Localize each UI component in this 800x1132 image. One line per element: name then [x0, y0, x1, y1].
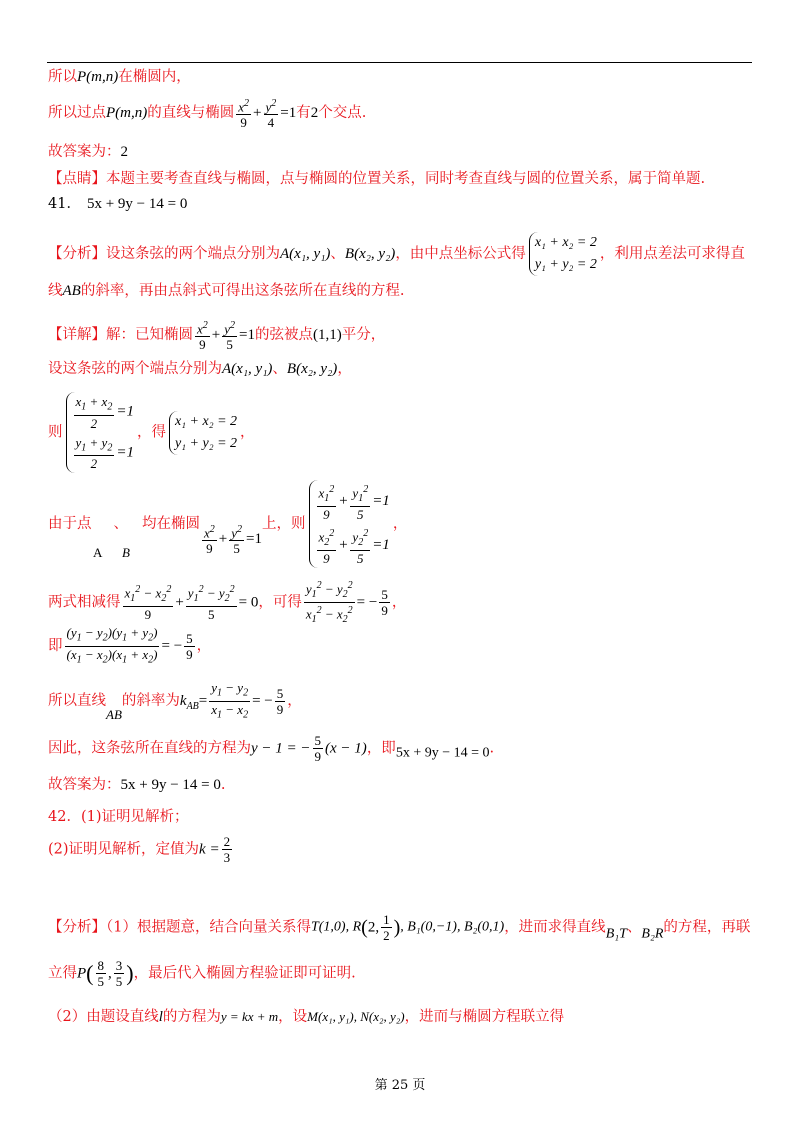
point-label: B — [122, 545, 130, 560]
text-line — [48, 66, 191, 88]
text: 因此，这条弦所在直线的方程为 — [48, 740, 251, 757]
text: 的方程为 — [162, 1009, 221, 1025]
answer-value: 2 — [120, 144, 128, 160]
math-inline: =1 — [280, 105, 297, 122]
text-line — [48, 232, 745, 276]
math-inline: k = — [199, 841, 220, 858]
equation-system: x₁ + x₂ = 2 y₁ + y₂ = 2 — [169, 411, 237, 455]
question-42 — [48, 806, 189, 828]
text-line: 【分析】（1）根据题意，结合向量关系得T(1,0), R(2, $\frac{1}{2}$ ), B₁(0,−1), B₂(0,1)，进而求得直线B₁T、B₂R的方程，再联 — [48, 912, 751, 943]
text-line — [48, 392, 255, 473]
text: 线 — [48, 283, 63, 299]
math-inline: = 0 — [238, 594, 259, 611]
text: 、 — [272, 361, 287, 377]
math-inline: y − 1 = − — [251, 740, 311, 757]
text: 在椭圆内， — [118, 69, 191, 85]
math-inline: , B₁(0,−1), B₂(0,1) — [400, 919, 505, 935]
math-inline: (1,1) — [313, 327, 342, 344]
section-tag: 【分析】 — [48, 246, 106, 262]
fraction: $\frac{y^2}{4}$ — [265, 98, 277, 131]
text: 即 — [48, 638, 63, 655]
text: 设这条弦的两个端点分别为 — [106, 246, 280, 262]
answer-value: 5x + 9y − 14 = 0 — [86, 196, 188, 212]
math-inline: AB — [62, 283, 81, 299]
text: 个交点. — [318, 105, 367, 122]
math-inline: B(x₂, y₂) — [286, 361, 338, 377]
text: 解：已知椭圆 — [106, 327, 193, 344]
text: 故答案为： — [48, 777, 121, 793]
text: 的方程，再联 — [663, 919, 751, 936]
text-line — [48, 141, 128, 163]
math-inline: A(x₁, y₁) — [280, 246, 331, 262]
text: 故答案为： — [48, 144, 121, 160]
math-inline: T(1,0), R — [310, 919, 362, 935]
text-line — [48, 358, 352, 380]
text: 、 — [626, 919, 642, 936]
text: ，进而与椭圆方程联立得 — [404, 1009, 565, 1025]
text-line: 由于点 、 均在椭圆 $\frac{x^2}{9}$ + $\frac{y^2}{5}$ =1上，则 $\frac{x_1^2}{9}$ + $\frac{y_1^2}{5}$ =1 $\frac{x_2^2}{9}$ + $\frac{y_2^2}{5}$ =1 ， — [48, 480, 407, 568]
answer-value: 5x + 9y − 14 = 0 — [120, 777, 221, 793]
math-inline: P(m,n) — [106, 105, 148, 122]
page-footer: 第 25 页 — [374, 1078, 426, 1093]
fraction: $\frac{x^2}{9}$ — [238, 98, 250, 131]
section-tag: 【分析】 — [48, 919, 106, 936]
math-inline: B(x₂, y₂) — [344, 246, 396, 262]
section-tag: 【点睛】 — [48, 171, 106, 187]
text: 上，则 — [262, 515, 306, 532]
text: 有 — [296, 105, 311, 122]
text-line: 所以过点P(m,n)的直线与椭圆 $\frac{x^2}{9}$ + $\frac{y^2}{4}$ =1有2个交点. — [48, 98, 367, 131]
text: ，得 — [136, 424, 166, 441]
text-line: 两式相减得 $\frac{x_1^2 - x_2^2}{9}$ + $\frac{y_1^2 - y_2^2}{5}$ = 0，可得 $\frac{y_1^2 - y_2^2}{x_1^2 - x_2^2}$ = − $\frac{5}{9}$ ， — [48, 580, 407, 625]
text: ，设 — [278, 1009, 308, 1025]
text: 所以直线 — [48, 693, 106, 710]
math-inline: y = kx + m — [220, 1009, 279, 1024]
text: 则 — [48, 424, 63, 441]
math-inline: 2 — [310, 105, 319, 122]
math-inline: k — [179, 693, 187, 710]
point-label: A — [93, 545, 103, 560]
text: 的斜率为 — [121, 693, 180, 710]
text-line: 【详解】解：已知椭圆 $\frac{x^2}{9}$ + $\frac{y^2}{5}$ =1的弦被点(1,1)平分， — [48, 320, 386, 353]
text-line: 因此，这条弦所在直线的方程为y − 1 = − $\frac{5}{9}$ (x − 1)，即5x + 9y − 14 = 0. — [48, 733, 495, 764]
question-number: 41． — [48, 196, 81, 212]
text: （2）由题设直线 — [48, 1009, 159, 1025]
text: 设这条弦的两个端点分别为 — [48, 361, 222, 377]
text: ，最后代入椭圆方程验证即可证明. — [133, 965, 356, 982]
text: 的斜率，再由点斜式可得出这条弦所在直线的方程. — [80, 283, 405, 299]
text: ， — [392, 515, 408, 532]
text: 、 — [113, 515, 128, 532]
text: 本题主要考查直线与椭圆，点与椭圆的位置关系，同时考查直线与圆的位置关系，属于简单题. — [106, 171, 706, 187]
text: ， — [240, 424, 255, 441]
header-rule — [47, 62, 752, 63]
text: 42．(1)证明见解析； — [48, 809, 189, 825]
text-line: 即 $\frac{(y_1 - y_2)(y_1 + y_2)}{(x_1 - x_2)(x_1 + x_2)}$ = − $\frac{5}{9}$ ， — [48, 625, 212, 666]
math-inline: (x − 1) — [325, 740, 367, 757]
text-line: 立得P( $\frac{8}{5}$ , $\frac{3}{5}$ )，最后代入椭圆方程验证即可证明. — [48, 958, 356, 989]
text: 平分， — [341, 327, 386, 344]
text: 的弦被点 — [255, 327, 313, 344]
math-inline: M(x₁, y₁), N(x₂, y₂) — [307, 1009, 405, 1024]
text: 的直线与椭圆 — [147, 105, 235, 122]
text: （1）根据题意，结合向量关系得 — [106, 919, 311, 936]
equation-system: $\frac{x_1^2}{9}$ + $\frac{y_1^2}{5}$ =1 $\frac{x_2^2}{9}$ + $\frac{y_2^2}{5}$ =1 — [309, 480, 390, 568]
text: ， — [287, 693, 302, 710]
equation-system: x₁ + x₂ = 2 y₁ + y₂ = 2 — [529, 232, 597, 276]
text-line — [48, 774, 226, 796]
text: ，进而求得直线 — [504, 919, 606, 936]
text: ，可得 — [258, 594, 302, 611]
text: . — [220, 777, 226, 793]
answer-value: 5x + 9y − 14 = 0 — [395, 745, 490, 761]
text: 两式相减得 — [48, 594, 121, 611]
math-inline: AB — [186, 700, 199, 712]
text: ， — [337, 361, 352, 377]
text-line — [48, 280, 404, 302]
section-tag: 【详解】 — [48, 327, 106, 344]
text: (2)证明见解析，定值为 — [48, 841, 200, 858]
text-line — [48, 1006, 564, 1028]
text: ，即 — [366, 740, 396, 757]
math-inline: B₁T — [605, 926, 627, 942]
math-inline: B₂R — [641, 926, 664, 942]
fraction: $\frac{x^2}{9}$ — [197, 320, 208, 353]
math-inline: P — [77, 965, 87, 982]
text-line — [48, 168, 705, 190]
text: ，由中点坐标公式得 — [395, 246, 526, 262]
text: ，利用点差法可求得直 — [599, 246, 745, 262]
text: . — [489, 740, 495, 757]
text-line: 所以直线AB的斜率为$k_{AB}=$ $\frac{y_1 - y_2}{x_1 - x_2}$ = − $\frac{5}{9}$ ， — [48, 680, 302, 723]
math-inline: P(m,n) — [77, 69, 119, 85]
fraction: $\frac{y^2}{5}$ — [224, 320, 236, 353]
math-inline: l — [158, 1009, 163, 1025]
text: ， — [391, 594, 407, 611]
text: 均在椭圆 — [142, 515, 200, 532]
text: 、 — [330, 246, 345, 262]
math-inline: AB — [106, 707, 122, 723]
math-inline: A(x₁, y₁) — [222, 361, 273, 377]
text-line: (2)证明见解析，定值为k = $\frac{2}{3}$ — [48, 834, 231, 865]
text: 由于点 — [48, 515, 92, 532]
text: 所以 — [48, 69, 77, 85]
text: 立得 — [48, 965, 77, 982]
equation-system: $\frac{x_1 + x_2}{2}$ =1 $\frac{y_1 + y_2}{2}$ =1 — [66, 392, 134, 473]
text: ， — [196, 638, 212, 655]
question-41 — [48, 193, 187, 215]
text: 所以过点 — [48, 105, 106, 122]
